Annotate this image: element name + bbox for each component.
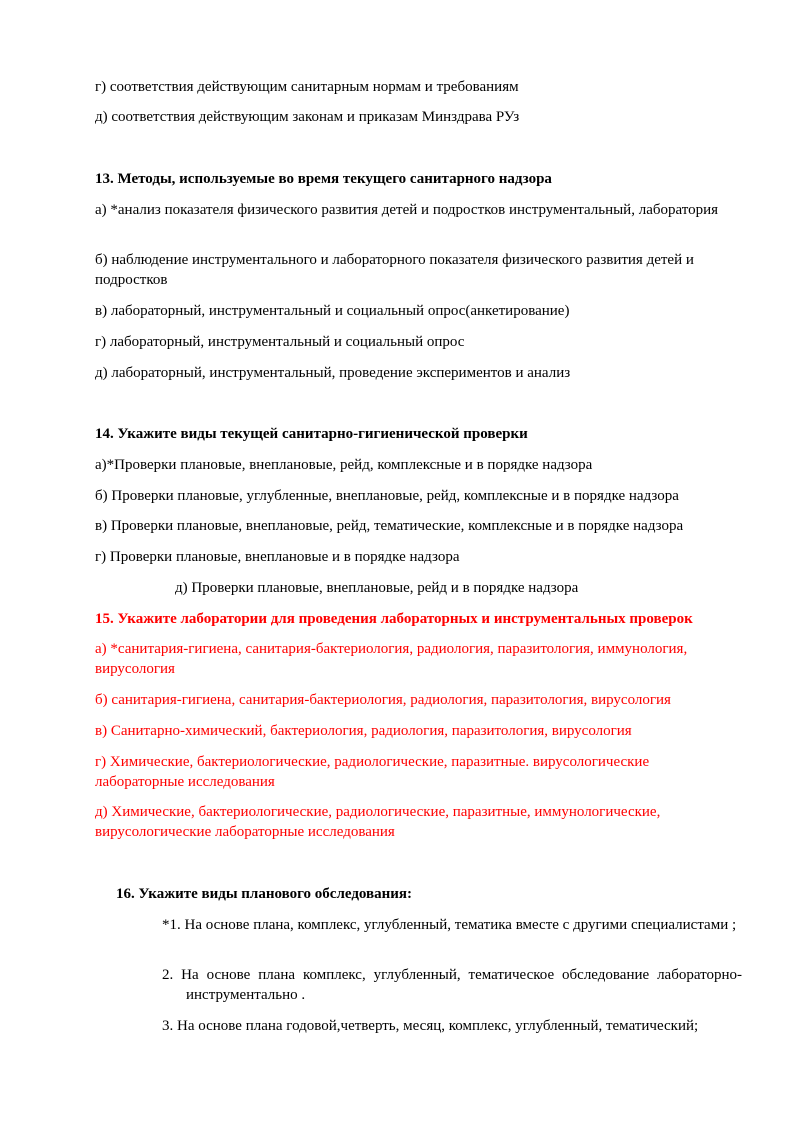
question-14-title: 14. Укажите виды текущей санитарно-гигиенической проверки [95,426,528,442]
question-13-option-d: д) лабораторный, инструментальный, проведение экспериментов и анализ [95,365,571,381]
question-16-option-3: 3. На основе плана годовой,четверть, месяц, комплекс, углубленный, тематический; [162,1018,699,1034]
question-13-title: 13. Методы, используемые во время текущего санитарного надзора [95,171,552,187]
question-13-option-a: а) *анализ показателя физического развития детей и подростков инструментальный, лаборатория [95,202,719,218]
question-14-option-g: г) Проверки плановые, внеплановые и в порядке надзора [95,549,460,565]
question-14-option-d: д) Проверки плановые, внеплановые, рейд и в порядке надзора [175,580,579,596]
question-13-option-g: г) лабораторный, инструментальный и социальный опрос [95,334,465,350]
question-13-option-v: в) лабораторный, инструментальный и социальный опрос(анкетирование) [95,303,570,319]
intro-option-d: д) соответствия действующим законам и приказам Минздрава РУз [95,109,520,125]
question-15-option-g: г) Химические, бактериологические, радиологические, паразитные. вирусологические лабораторные исследования [95,754,650,790]
question-13-option-b: б) наблюдение инструментального и лабораторного показателя физического развития детей и подростков [95,252,694,288]
question-15-option-v: в) Санитарно-химический, бактериология, радиология, паразитология, вирусология [95,723,632,739]
question-14-option-a: а)*Проверки плановые, внеплановые, рейд, комплексные и в порядке надзора [95,457,593,473]
question-14-option-v: в) Проверки плановые, внеплановые, рейд, тематические, комплексные и в порядке надзора [95,518,684,534]
question-15-option-a: а) *санитария-гигиена, санитария-бактериология, радиология, паразитология, иммунология, вирусология [95,641,688,677]
question-16-option-2: 2. На основе плана комплекс, углубленный, тематическое обследование лабораторно-инструментально . [162,967,742,1003]
question-15-option-b: б) санитария-гигиена, санитария-бактериология, радиология, паразитология, вирусология [95,692,671,708]
intro-option-g: г) соответствия действующим санитарным нормам и требованиям [95,79,519,95]
question-15-title: 15. Укажите лаборатории для проведения лабораторных и инструментальных проверок [95,611,693,627]
question-16-title: 16. Укажите виды планового обследования: [116,886,413,902]
question-15-option-d: д) Химические, бактериологические, радиологические, паразитные, иммунологические, вирусологические лабораторные исследования [95,804,661,840]
question-16-option-1: *1. На основе плана, комплекс, углубленный, тематика вместе с другими специалистами ; [162,917,737,933]
question-14-option-b: б) Проверки плановые, углубленные, внеплановые, рейд, комплексные и в порядке надзора [95,488,679,504]
